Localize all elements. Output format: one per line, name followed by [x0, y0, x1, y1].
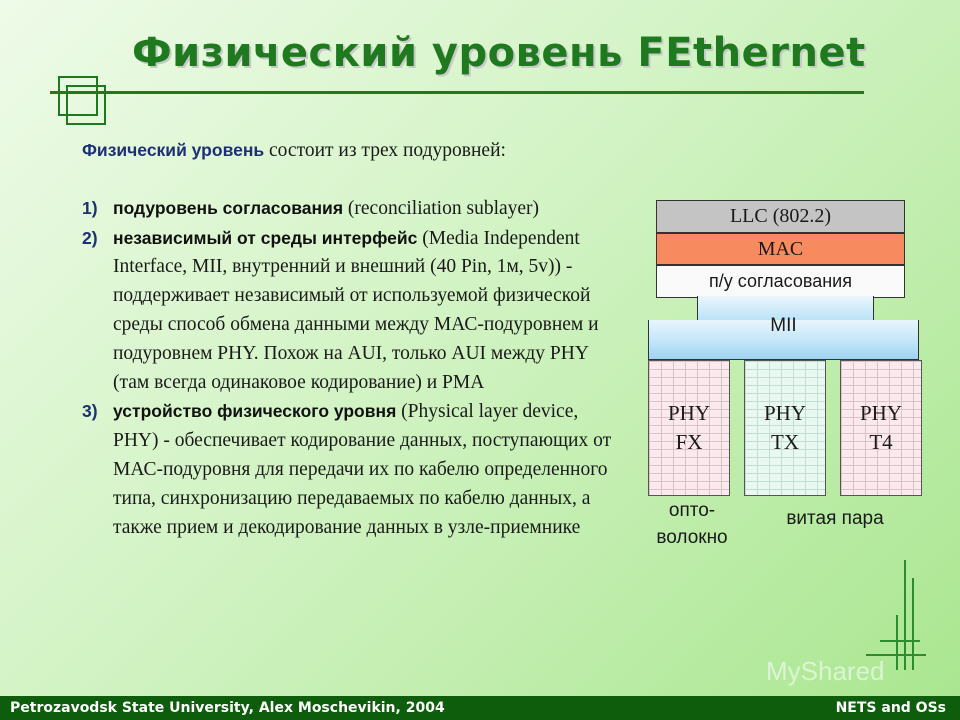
reconciliation-layer-box: п/у согласования — [656, 265, 905, 298]
body-text — [82, 136, 627, 542]
footer-bar — [0, 696, 960, 720]
list-description: (Media Independent Interface, MII, внутренний и внешний (40 Pin, 1м, 5v)) - поддерживает независимый от используемой физической среды способ обмена данными между МАС-подуровнем и подуровнем PHY. Похож на AUI, только AUI между PHY (там всегда одинаковое кодирование) и PMA — [113, 227, 599, 393]
list-item — [82, 194, 627, 224]
phy-t4-line1: PHY — [859, 401, 902, 425]
twisted-pair-label: витая пара — [786, 508, 884, 529]
phy-tx-box — [744, 360, 826, 496]
decorative-line — [896, 615, 898, 670]
list-description: (Physical layer device, PHY) - обеспечивает кодирование данных, поступающих от МАС-подуровня для передачи их по кабелю определенного типа, синхронизацию передаваемых по кабелю данных, а также прием и декодирование данных в узле-приемнике — [113, 401, 612, 538]
footer-course: NETS and OSs — [835, 700, 946, 716]
list-number: 2) — [82, 227, 98, 248]
slide-title: Физический уровень FEthernet — [132, 30, 866, 76]
list-term: устройство физического уровня — [113, 401, 397, 422]
phy-fx-line1: PHY — [667, 401, 710, 425]
intro-paragraph — [82, 136, 627, 166]
intro-term: Физический уровень — [82, 140, 265, 160]
phy-fx-line2: FX — [675, 430, 703, 454]
decorative-square — [66, 85, 106, 125]
fiber-label — [636, 497, 748, 551]
decorative-line — [880, 640, 920, 642]
phy-t4-box — [840, 360, 922, 496]
list-item — [82, 397, 627, 542]
list-term: подуровень согласования — [113, 197, 344, 218]
list-number: 3) — [82, 401, 98, 422]
list-item — [82, 224, 627, 398]
fiber-label-line1: опто- — [668, 500, 716, 521]
list-term: независимый от среды интерфейс — [113, 227, 418, 248]
footer-author: Petrozavodsk State University, Alex Moschevikin, 2004 — [10, 700, 445, 716]
phy-t4-line2: T4 — [869, 430, 893, 454]
decorative-line — [912, 578, 914, 670]
mii-label: MII — [770, 315, 797, 336]
phy-tx-line2: TX — [771, 430, 799, 454]
llc-layer-box: LLC (802.2) — [656, 200, 905, 233]
phy-tx-line1: PHY — [763, 401, 806, 425]
title-underline — [50, 91, 864, 94]
mac-layer-box: MAC — [656, 233, 905, 265]
watermark: MyShared — [766, 656, 885, 686]
list-number: 1) — [82, 197, 98, 218]
phy-fx-box — [648, 360, 730, 496]
intro-text: состоит из трех подуровней: — [264, 140, 506, 161]
list-description: (reconciliation sublayer) — [343, 197, 540, 219]
fiber-label-line2: волокно — [656, 527, 728, 548]
